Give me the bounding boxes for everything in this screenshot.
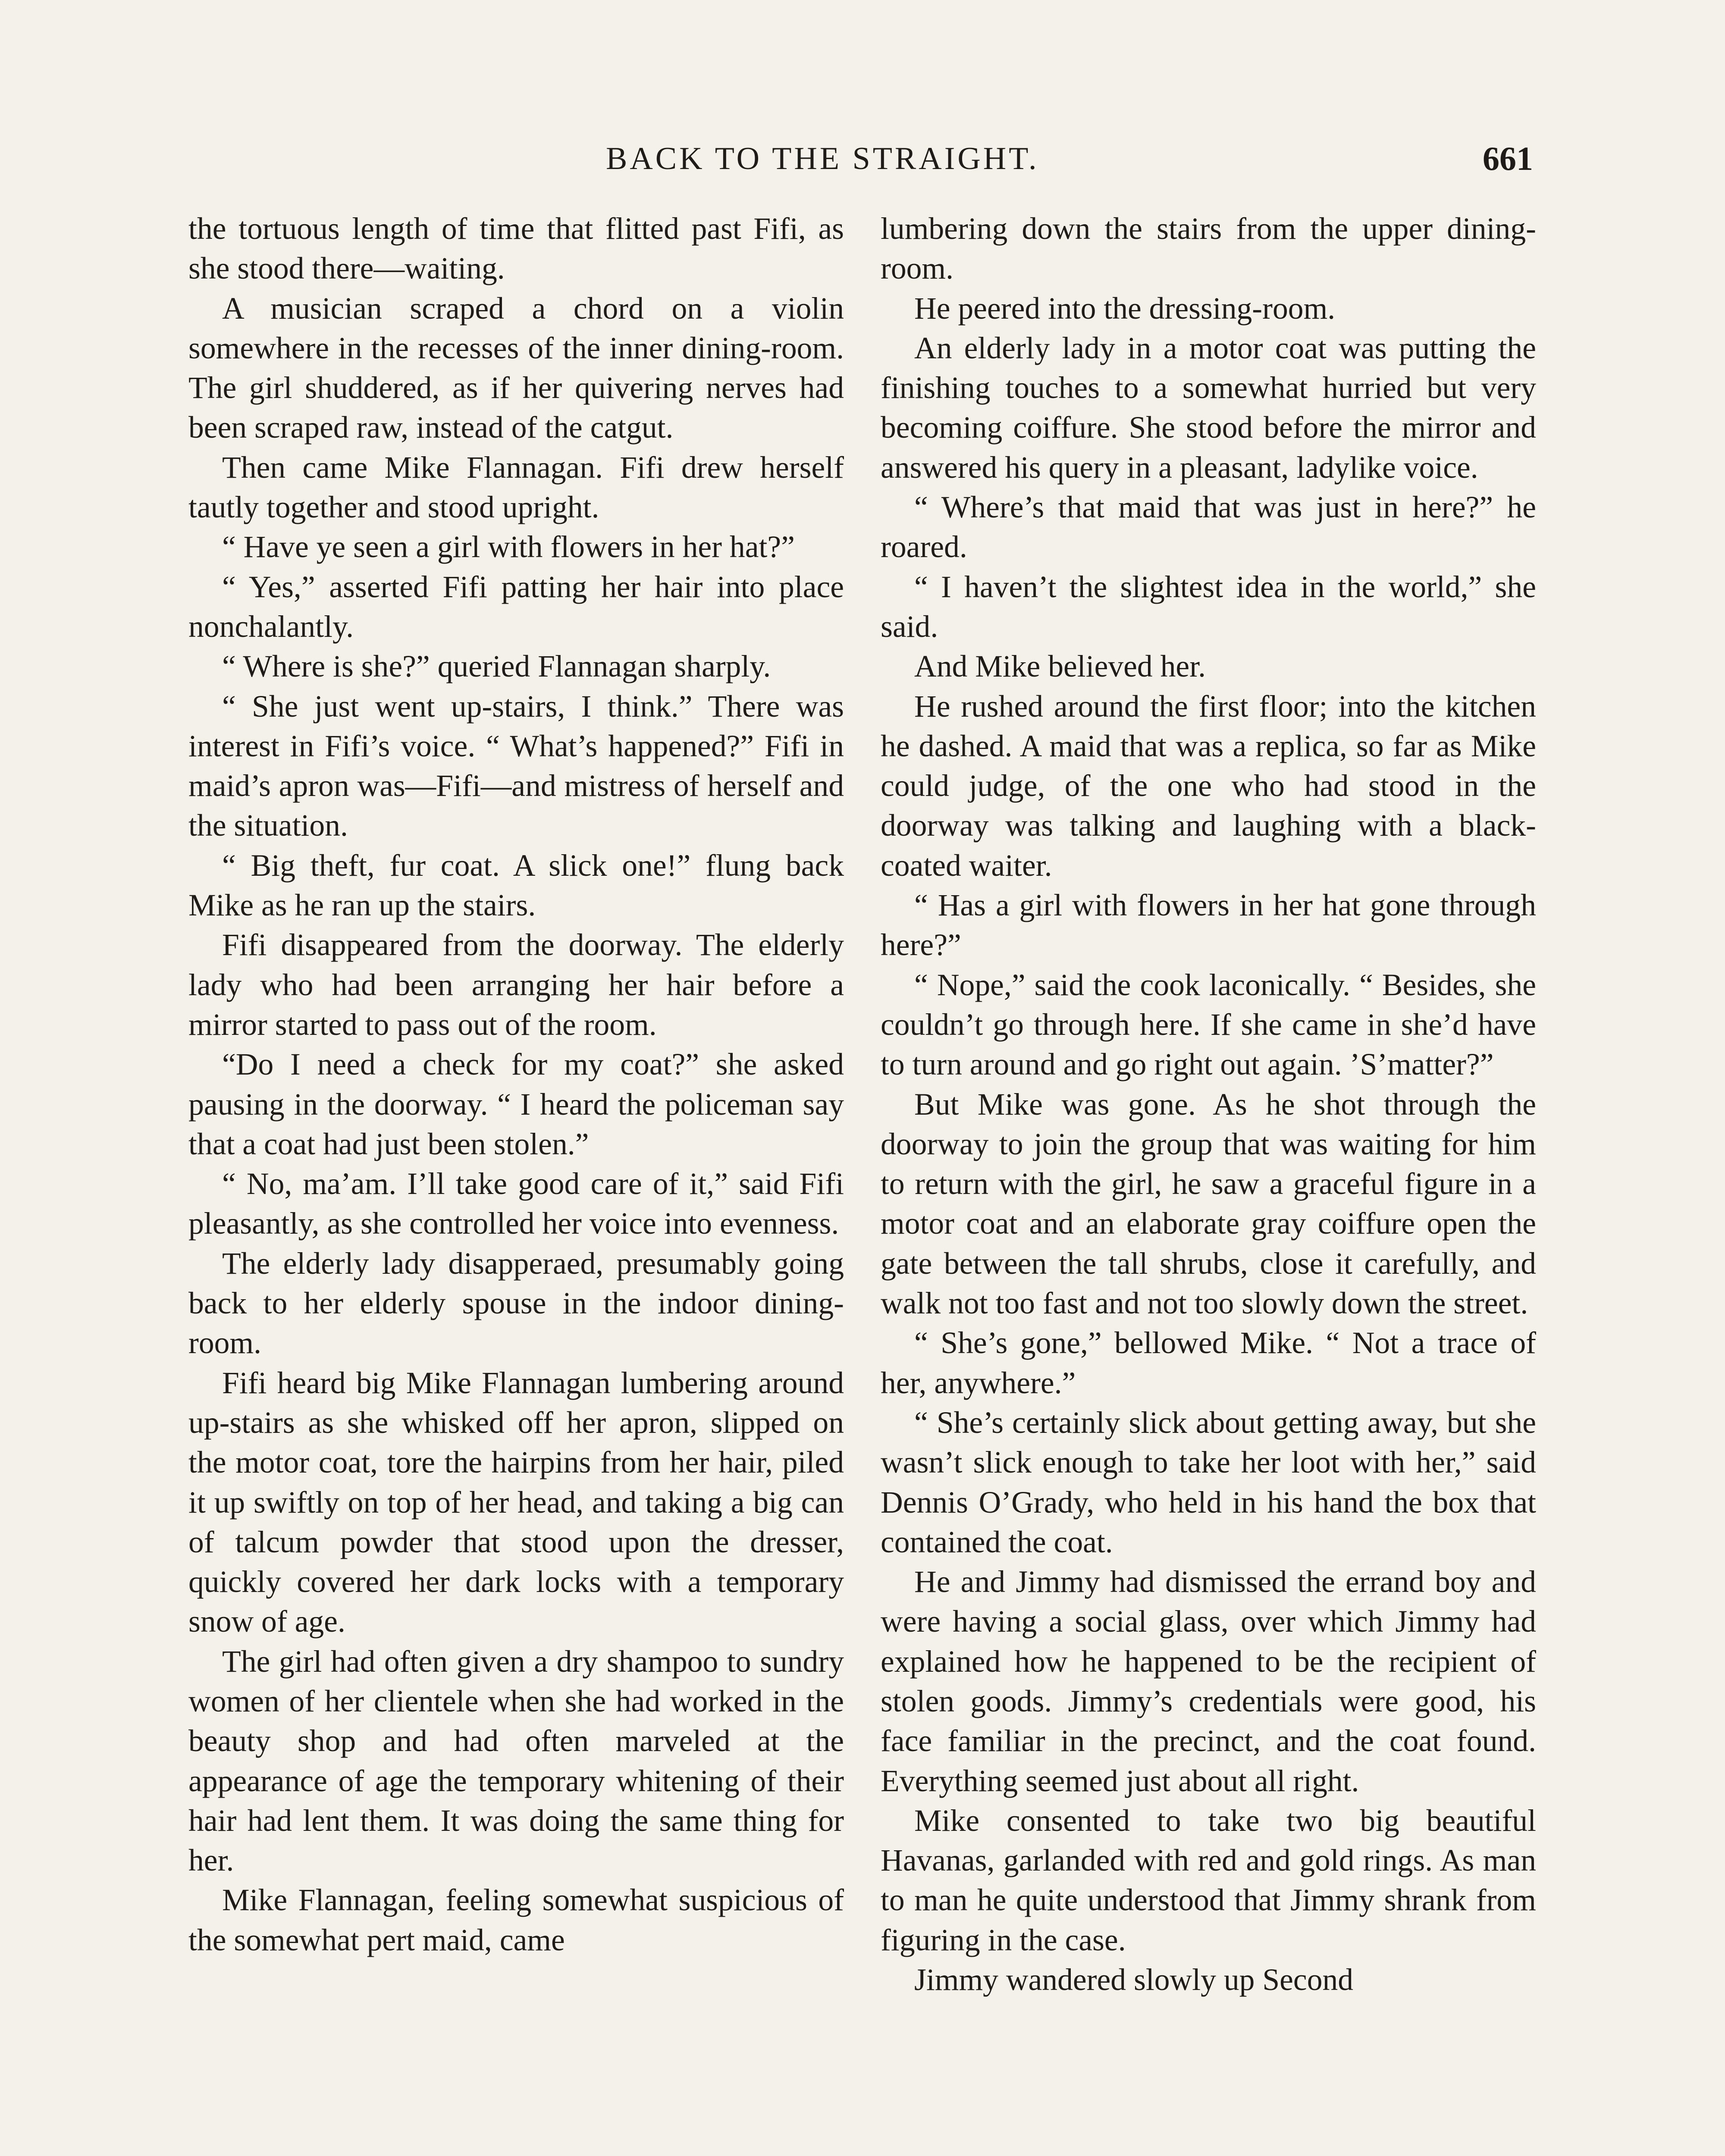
paragraph: “ No, ma’am. I’ll take good care of it,” said Fifi pleasantly, as she controlled her voice into evenness.: [188, 1167, 844, 1241]
paragraph: “ Nope,” said the cook laconically. “ Besides, she couldn’t go through here. If she came in she’d have to turn around and go right out again. ’S’matter?”: [881, 968, 1536, 1082]
paragraph: And Mike believed her.: [914, 649, 1206, 684]
paragraph: the tortuous length of time that flitted past Fifi, as she stood there—waiting.: [188, 212, 844, 286]
paragraph: lumbering down the stairs from the upper dining-room.: [881, 212, 1536, 286]
paragraph: “ She’s certainly slick about getting away, but she wasn’t slick enough to take her loot with her,” said Dennis O’Grady, who held in his hand the box that contained the coat.: [881, 1405, 1536, 1559]
paragraph: The elderly lady disapperaed, presumably going back to her elderly spouse in the indoor dining-room.: [188, 1246, 844, 1360]
paragraph: “ She just went up-stairs, I think.” There was interest in Fifi’s voice. “ What’s happened?” Fifi in maid’s apron was—Fifi—and mistress of herself and the situation.: [188, 689, 844, 843]
right-column: [881, 209, 1536, 2000]
paragraph: He and Jimmy had dismissed the errand boy and were having a social glass, over which Jimmy had explained how he happened to be the recipient of stolen goods. Jimmy’s credentials were good, his face familiar in the precinct, and the coat found. Everything seemed just about all right.: [881, 1565, 1536, 1798]
paragraph: “ Where’s that maid that was just in here?” he roared.: [881, 490, 1536, 564]
paragraph: An elderly lady in a motor coat was putting the finishing touches to a somewhat hurried but very becoming coiffure. She stood before the mirror and answered his query in a pleasant, ladylike voice.: [881, 331, 1536, 485]
paragraph: But Mike was gone. As he shot through the doorway to join the group that was waiting for him to return with the girl, he saw a graceful figure in a motor coat and an elaborate gray coiffure open the gate between the tall shrubs, close it carefully, and walk not too fast and not too slowly down the street.: [881, 1087, 1536, 1321]
paragraph: “ Yes,” asserted Fifi patting her hair into place nonchalantly.: [188, 570, 844, 644]
paragraph: Fifi disappeared from the doorway. The elderly lady who had been arranging her hair before a mirror started to pass out of the room.: [188, 928, 844, 1042]
page-number: 661: [1483, 140, 1533, 177]
paragraph: Mike Flannagan, feeling somewhat suspicious of the somewhat pert maid, came: [188, 1883, 844, 1957]
paragraph: “ She’s gone,” bellowed Mike. “ Not a trace of her, anywhere.”: [881, 1326, 1536, 1400]
paragraph: A musician scraped a chord on a violin somewhere in the recesses of the inner dining-room. The girl shuddered, as if her quivering nerves had been scraped raw, instead of the catgut.: [188, 291, 844, 445]
paragraph: “ Big theft, fur coat. A slick one!” flung back Mike as he ran up the stairs.: [188, 848, 844, 923]
paragraph: Mike consented to take two big beautiful Havanas, garlanded with red and gold rings. As man to man he quite understood that Jimmy shrank from figuring in the case.: [881, 1803, 1536, 1957]
page-header: [0, 137, 1725, 180]
paragraph: The girl had often given a dry shampoo to sundry women of her clientele when she had worked in the beauty shop and had often marveled at the appearance of age the temporary whitening of their hair had lent them. It was doing the same thing for her.: [188, 1644, 844, 1878]
paragraph: “ I haven’t the slightest idea in the world,” she said.: [881, 570, 1536, 644]
paragraph: He peered into the dressing-room.: [914, 291, 1336, 326]
paragraph: “ Where is she?” queried Flannagan sharply.: [222, 649, 771, 684]
paragraph: “Do I need a check for my coat?” she asked pausing in the doorway. “ I heard the policeman say that a coat had just been stolen.”: [188, 1047, 844, 1161]
paragraph: “ Has a girl with flowers in her hat gone through here?”: [881, 888, 1536, 962]
running-head: BACK TO THE STRAIGHT.: [606, 141, 1039, 176]
paragraph: He rushed around the first floor; into the kitchen he dashed. A maid that was a replica, so far as Mike could judge, of the one who had stood in the doorway was talking and laughing with a black-coated waiter.: [881, 689, 1536, 883]
left-column: [188, 209, 844, 1960]
paragraph: Fifi heard big Mike Flannagan lumbering around up-stairs as she whisked off her apron, slipped on the motor coat, tore the hairpins from her hair, piled it up swiftly on top of her head, and taking a big can of talcum powder that stood upon the dresser, quickly covered her dark locks with a temporary snow of age.: [188, 1366, 844, 1639]
paragraph: Then came Mike Flannagan. Fifi drew herself tautly together and stood upright.: [188, 450, 844, 525]
paragraph: Jimmy wandered slowly up Second: [914, 1963, 1354, 1997]
paragraph: “ Have ye seen a girl with flowers in her hat?”: [222, 530, 795, 564]
